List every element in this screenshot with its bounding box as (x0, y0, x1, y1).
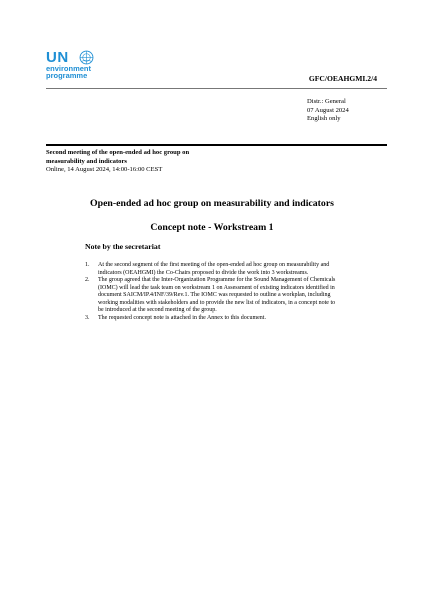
paragraph-number: 1. (85, 262, 90, 268)
header-divider (46, 88, 387, 89)
meeting-details: Online, 14 August 2024, 14:00-16:00 CEST (46, 166, 163, 174)
paragraph-number: 2. (85, 277, 90, 283)
distribution-date: 07 August 2024 (307, 106, 349, 114)
paragraph-line: At the second segment of the first meeting of the open-ended ad hoc group on measurability and (98, 262, 330, 268)
paragraph (85, 262, 375, 277)
meeting-block (46, 149, 236, 175)
paragraph (85, 315, 375, 323)
logo-programme-text: programme (46, 71, 88, 80)
document-symbol: GFC/OEAHGMI.2/4 (308, 74, 377, 83)
paragraph-list (85, 262, 375, 322)
paragraph-line: working modalities with stakeholders and to provide the new list of indicators, in a concept note to (98, 299, 336, 306)
note-heading: Note by the secretariat (85, 242, 161, 251)
logo-environment-text: environment (46, 64, 92, 73)
paragraph-line: indicators (OEAHGMI) the Co-Chairs proposed to divide the work into 3 workstreams. (98, 269, 309, 276)
paragraph (85, 277, 375, 315)
distribution-block (307, 98, 349, 124)
un-emblem-icon (79, 50, 94, 65)
document-subtitle: Concept note - Workstream 1 (150, 222, 274, 233)
logo-un-text: UN (46, 49, 69, 66)
paragraph-line: (IOMC) will lead the task team on workstream 1 on Assessment of existing indicators identified in (98, 284, 335, 291)
meeting-title-line-1: Second meeting of the open-ended ad hoc group on (46, 149, 190, 156)
unep-logo (46, 50, 102, 82)
meeting-divider (46, 144, 387, 146)
paragraph-line: The requested concept note is attached in the Annex to this document. (98, 314, 266, 321)
document-title: Open-ended ad hoc group on measurability and indicators (90, 198, 334, 209)
paragraph-line: document SAICM/IP.4/INF/39/Rev.1. The IOMC was requested to outline a workplan, including (98, 292, 331, 298)
meeting-title-line-2: measurability and indicators (46, 157, 127, 165)
paragraph-line: be introduced at the second meeting of the group. (98, 307, 217, 313)
paragraph-line: The group agreed that the Inter-Organization Programme for the Sound Management of Chemicals (98, 277, 336, 283)
distribution-language: English only (307, 115, 341, 123)
distribution-status: Distr.: General (307, 98, 346, 105)
paragraph-number: 3. (85, 314, 90, 321)
